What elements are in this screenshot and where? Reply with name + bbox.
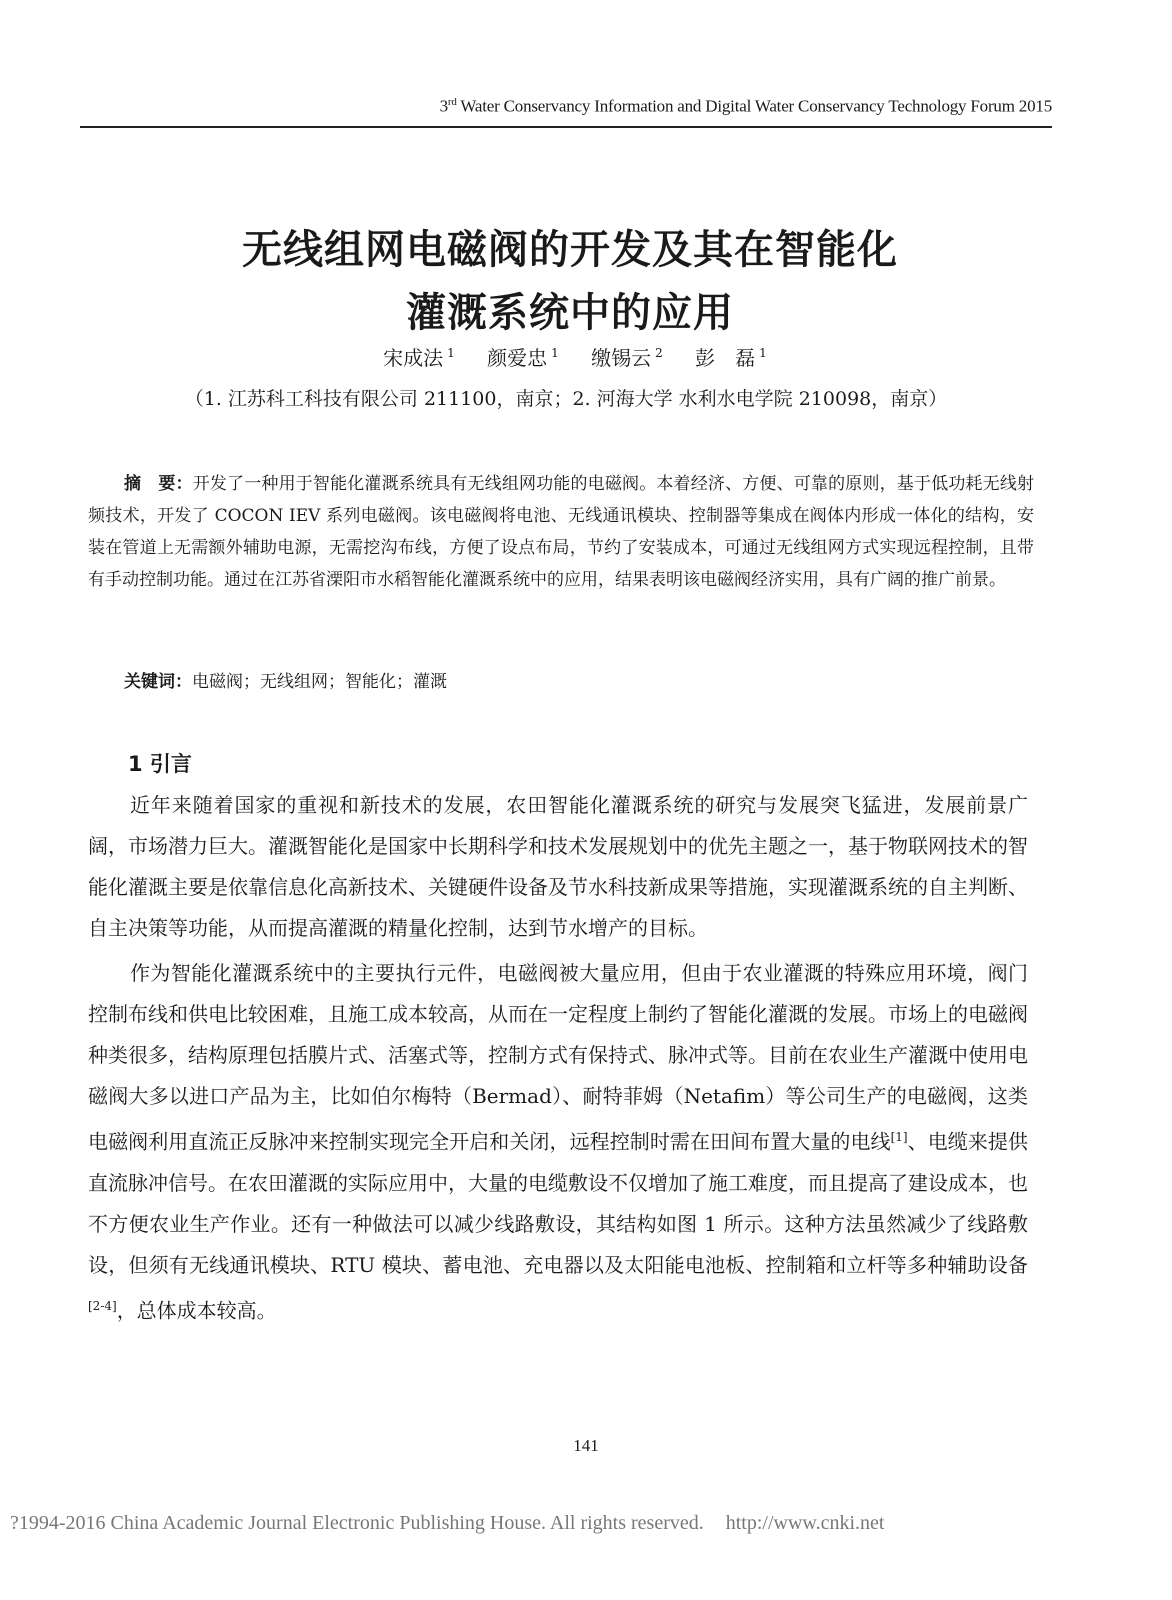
author-affiliation-mark: 1 [759, 346, 767, 361]
author-name: 彭 磊 [695, 346, 756, 370]
keywords-label: 关键词： [124, 672, 192, 692]
section-heading: 1 引言 [128, 752, 192, 776]
footer [10, 1512, 884, 1535]
affiliations: （1. 江苏科工科技有限公司 211100，南京；2. 河海大学 水利水电学院 210098，南京） [184, 388, 948, 410]
author [695, 346, 767, 370]
body-text [88, 785, 1028, 1335]
header-text: Water Conservancy Information and Digital Water Conservancy Technology Forum 2015 [456, 96, 1052, 116]
author [383, 346, 455, 370]
paragraph [88, 953, 1028, 1331]
running-header [80, 96, 1052, 117]
citation: [2-4] [88, 1298, 117, 1313]
paragraph: 近年来随着国家的重视和新技术的发展，农田智能化灌溉系统的研究与发展突飞猛进，发展前景广阔，市场潜力巨大。灌溉智能化是国家中长期科学和技术发展规划中的优先主题之一，基于物联网技术的智能化灌溉主要是依靠信息化高新技术、关键硬件设备及节水科技新成果等措施，实现灌溉系统的自主判断、自主决策等功能，从而提高灌溉的精量化控制，达到节水增产的目标。 [88, 793, 1028, 940]
abstract-text: 开发了一种用于智能化灌溉系统具有无线组网功能的电磁阀。本着经济、方便、可靠的原则，基于低功耗无线射频技术，开发了 COCON IEV 系列电磁阀。该电磁阀将电池、无线通讯模块、控制器等集成在阀体内形成一体化的结构，安装在管道上无需额外辅助电源，无需挖沟布线，方便了设点布局，节约了安装成本，可通过无线组网方式实现远程控制，且带有手动控制功能。通过在江苏省溧阳市水稻智能化灌溉系统中的应用，结果表明该电磁阀经济实用，具有广阔的推广前景。 [88, 474, 1035, 590]
abstract [88, 468, 1034, 596]
paper-title-line-2: 灌溉系统中的应用 [406, 290, 734, 336]
footer-link[interactable]: http://www.cnki.net [725, 1512, 885, 1534]
author-name: 缴锡云 [591, 346, 652, 370]
header-rule [80, 126, 1052, 128]
paragraph-text: 、电缆来提供直流脉冲信号。在农田灌溉的实际应用中，大量的电缆敷设不仅增加了施工难度，而且提高了建设成本，也不方便农业生产作业。还有一种做法可以减少线路敷设，其结构如图 1 所示。这种方法虽然减少了线路敷设，但须有无线通讯模块、RTU 模块、蓄电池、充电器以及太阳能电池板、控制箱和立杆等多种辅助设备 [88, 1129, 1029, 1277]
header-ordinal-suffix: rd [447, 96, 457, 108]
author-affiliation-mark: 2 [655, 346, 663, 361]
citation: [1] [890, 1130, 908, 1144]
author [487, 346, 559, 370]
author [591, 346, 663, 370]
abstract-label: 摘 要： [124, 474, 193, 494]
author-name: 颜爱忠 [487, 346, 548, 370]
author-affiliation-mark: 1 [447, 346, 455, 361]
author-name: 宋成法 [383, 346, 444, 370]
page-number: 141 [573, 1436, 599, 1455]
keywords [124, 667, 447, 692]
keywords-text: 电磁阀；无线组网；智能化；灌溉 [192, 672, 447, 692]
header-ordinal: 3 [439, 96, 448, 116]
paragraph-text: 作为智能化灌溉系统中的主要执行元件，电磁阀被大量应用，但由于农业灌溉的特殊应用环境，阀门控制布线和供电比较困难，且施工成本较高，从而在一定程度上制约了智能化灌溉的发展。市场上的电磁阀种类很多，结构原理包括膜片式、活塞式等，控制方式有保持式、脉冲式等。目前在农业生产灌溉中使用电磁阀大多以进口产品为主，比如伯尔梅特（Bermad）、耐特菲姆（Netafim）等公司生产的电磁阀，这类电磁阀利用直流正反脉冲来控制实现完全开启和关闭，远程控制时需在田间布置大量的电线 [88, 961, 1028, 1154]
copyright-notice: ?1994-2016 China Academic Journal Electronic Publishing House. All rights reserved. [10, 1512, 704, 1534]
paragraph-text: ，总体成本较高。 [116, 1298, 277, 1323]
author-list [120, 342, 1030, 371]
paper-title-line-1: 无线组网电磁阀的开发及其在智能化 [242, 227, 898, 273]
author-affiliation-mark: 1 [551, 346, 559, 361]
